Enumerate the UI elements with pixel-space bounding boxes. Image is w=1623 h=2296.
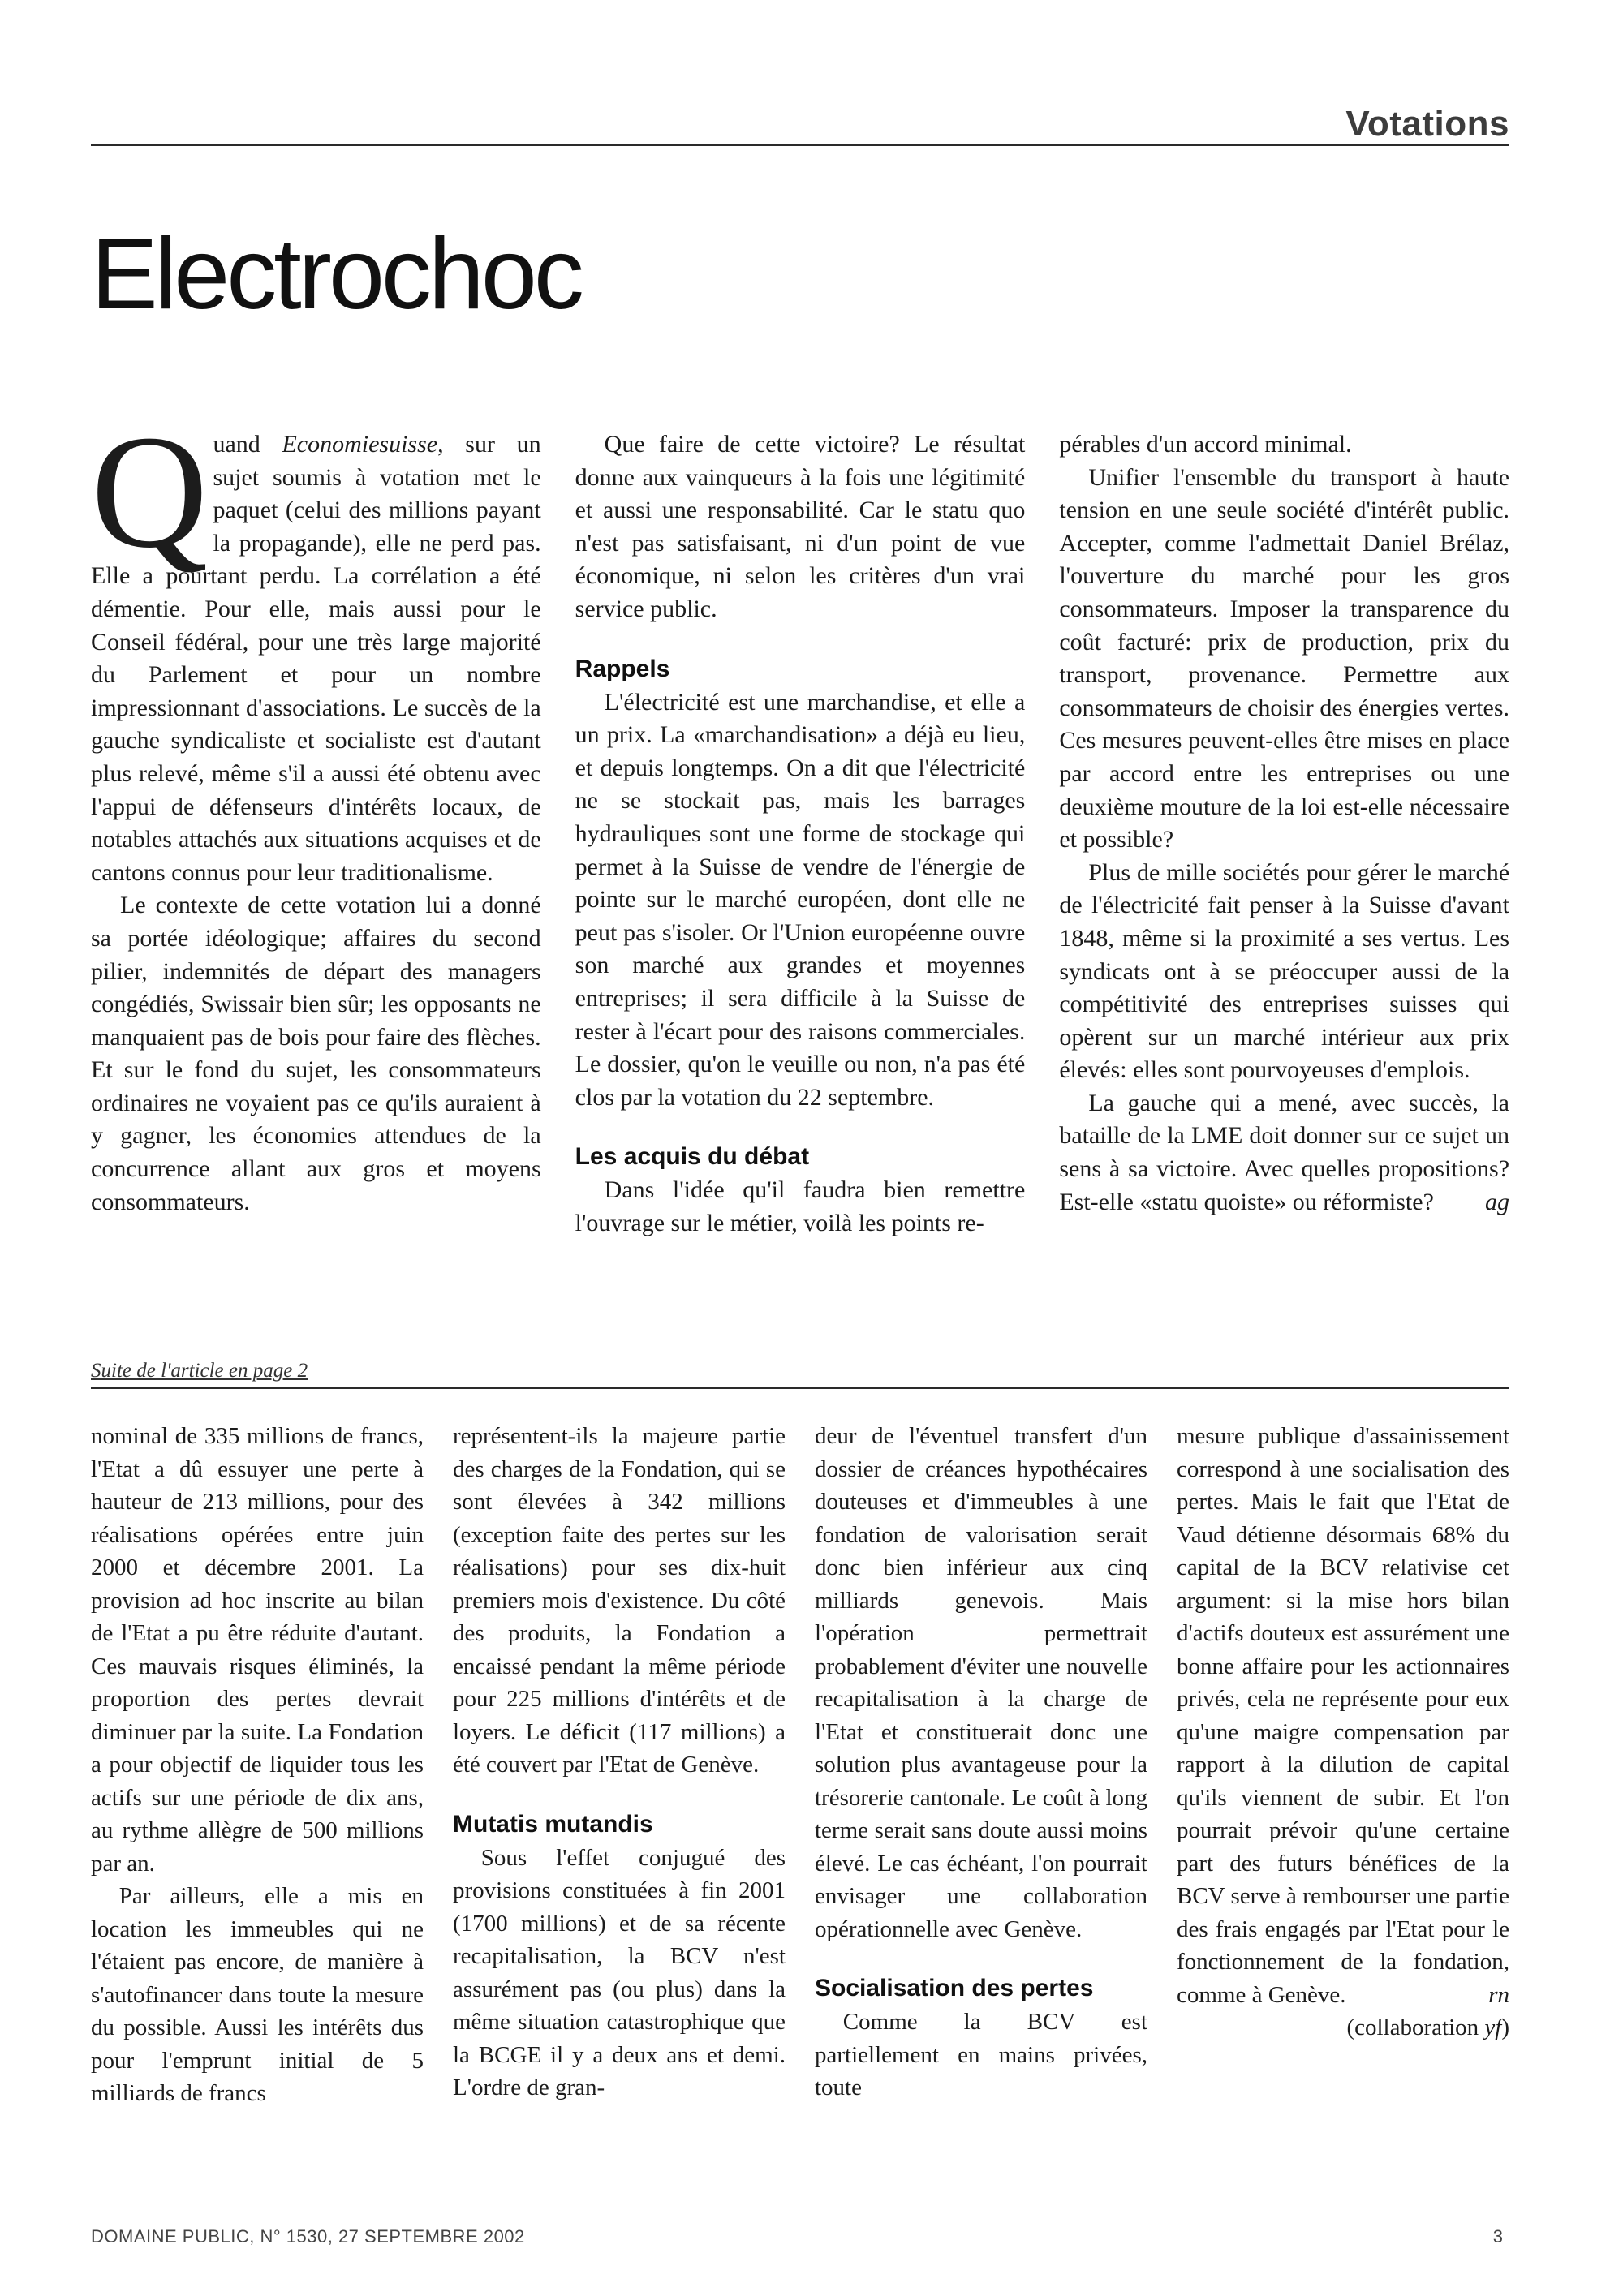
continuation-column-3 xyxy=(815,1420,1147,2110)
paragraph xyxy=(1177,1420,1509,2011)
paragraph: Sous l'effet conjugué des provisions constituées à fin 2001 (1700 millions) et de sa récente recapitalisation, la BCV n'est assurément pas (ou plus) dans la même situation catastrophique que la BCGE il y a deux ans et demi. L'ordre de gran- xyxy=(453,1844,786,2100)
paragraph: pérables d'un accord minimal. xyxy=(1059,431,1352,458)
continuation-column-2 xyxy=(453,1420,786,2110)
section-label: Votations xyxy=(1345,104,1509,144)
section-rule xyxy=(91,1387,1509,1389)
paragraph xyxy=(1059,1087,1509,1219)
text: (collaboration xyxy=(1346,2014,1485,2040)
article-columns xyxy=(91,402,1510,1240)
paragraph: Le contexte de cette votation lui a donné sa portée idéologique; affaires du second pilier, indemnités de départ des managers congédiés, Swissair bien sûr; les opposants ne manquaient pas de bois pour faire des flèches. Et sur le fond du sujet, les consommateurs ordinaires ne voyaient pas ce qu'ils auraient à y gagner, les économies attendues de la concurrence allant aux gros et moyens consommateurs. xyxy=(91,892,541,1215)
footer-publication: DOMAINE PUBLIC, N° 1530, 27 SEPTEMBRE 2002 xyxy=(91,2226,525,2247)
text: , sur un sujet soumis à votation met le paquet (celui des millions payant la propagande), elle ne perd pas. Elle a pourtant perdu. La corrélation a été démentie. Pour elle, mais aussi pour le Conseil fédéral, pour une très large majorité du Parlement et pour un nombre impressionnant d'associations. Le succès de la gauche syndicaliste et socialiste est d'autant plus relevé, même s'il a aussi été obtenu avec l'appui de défenseurs d'intérêts locaux, de notables attachés aux situations acquises et de cantons connus pour leur traditionalisme. xyxy=(91,431,541,886)
paragraph: Comme la BCV est partiellement en mains privées, toute xyxy=(815,2009,1147,2100)
text: La gauche qui a mené, avec succès, la bataille de la LME doit donner sur ce sujet un sens à sa victoire. Avec quelles propositions? Est-elle «statu quoiste» ou réformiste? xyxy=(1059,1089,1510,1215)
header-rule xyxy=(91,144,1509,146)
paragraph xyxy=(91,402,541,889)
continuation-column-1 xyxy=(91,1420,424,2110)
subheading-rappels: Rappels xyxy=(575,655,670,682)
paragraph: nominal de 335 millions de francs, l'Etat a dû essuyer une perte à hauteur de 213 millions, pour des réalisations opérées entre juin 2000 et décembre 2001. La provision ad hoc inscrite au bilan de l'Etat a pu être réduite d'autant. Ces mauvais risques éliminés, la proportion des pertes devrait diminuer par la suite. La Fondation a pour objectif de liquider tous les actifs sur une période de dix ans, au rythme allègre de 500 millions par an. xyxy=(91,1423,424,1877)
text: ) xyxy=(1501,2014,1509,2040)
paragraph: Par ailleurs, elle a mis en location les immeubles qui ne l'étaient pas encore, de manière à s'autofinancer dans toute la mesure du possible. Aussi les intérêts dus pour l'emprunt initial de 5 milliards de francs xyxy=(91,1883,424,2106)
text: mesure publique d'assainissement correspond à une socialisation des pertes. Mais le fait que l'Etat de Vaud détienne désormais 68% du capital de la BCV relativise cet argument: si la mise hors bilan d'actifs douteux est assurément une bonne affaire pour les actionnaires privés, cela ne représente pour eux qu'une maigre compensation par rapport à la dilution de capital qu'ils viennent de subir. Et l'on pourrait prévoir qu'une certaine part des futurs bénéfices de la BCV serve à rembourser une partie des frais engagés par l'Etat pour le fonctionnement de la fondation, comme à Genève. xyxy=(1177,1423,1509,2008)
page-number: 3 xyxy=(1492,2226,1503,2247)
organization-name: Economiesuisse xyxy=(282,431,438,458)
paragraph: Dans l'idée qu'il faudra bien remettre l'ouvrage sur le métier, voilà les points re- xyxy=(575,1176,1026,1236)
paragraph: représentent-ils la majeure partie des charges de la Fondation, qui se sont élevées à 342 millions (exception faite des pertes sur les réalisations) pour ses dix-huit premiers mois d'existence. Du côté des produits, la Fondation a encaissé pendant la même période pour 225 millions d'intérêts et de loyers. Le déficit (117 millions) a été couvert par l'Etat de Genève. xyxy=(453,1423,786,1778)
collaboration-credit xyxy=(1177,2011,1509,2044)
article-column-2 xyxy=(575,428,1026,1240)
article-column-3 xyxy=(1059,428,1509,1240)
paragraph: Plus de mille sociétés pour gérer le marché de l'électricité fait penser à la Suisse d'avant 1848, même si la proximité a ses vertus. Les syndicats ont à se préoccuper aussi de la compétitivité des entreprises suisses qui opèrent sur un marché intérieur aux prix élevés: elles sont pourvoyeuses d'emplois. xyxy=(1059,858,1510,1084)
continuation-columns xyxy=(91,1420,1509,2110)
paragraph: L'électricité est une marchandise, et elle a un prix. La «marchandisation» a déjà eu lieu, et depuis longtemps. On a dit que l'électricité ne se stockait pas, mais les barrages hydrauliques sont une forme de stockage qui permet à la Suisse de vendre de l'énergie de pointe sur le marché européen, dont elle ne peut pas s'isoler. Or l'Union européenne ouvre son marché aux grandes et moyennes entreprises; il sera difficile à la Suisse de rester à l'écart pour des raisons commerciales. Le dossier, qu'on le veuille ou non, n'a pas été clos par la votation du 22 septembre. xyxy=(575,688,1026,1111)
subheading-socialisation: Socialisation des pertes xyxy=(815,1975,1094,2001)
paragraph: deur de l'éventuel transfert d'un dossier de créances hypothécaires douteuses et d'immeubles à une fondation de valorisation serait donc bien inférieur aux cinq milliards genevois. Mais l'opération permettrait probablement d'éviter une nouvelle recapitalisation à la charge de l'Etat et constituerait donc une solution plus avantageuse pour la trésorerie cantonale. Le coût à long terme serait sans doute aussi moins élevé. Le cas échéant, l'on pourrait envisager une collaboration opérationnelle avec Genève. xyxy=(815,1423,1147,1942)
author-signature: ag xyxy=(1485,1188,1510,1215)
article-column-1 xyxy=(91,402,541,1240)
article-title: Electrochoc xyxy=(91,218,581,330)
subheading-mutatis: Mutatis mutandis xyxy=(453,1810,653,1838)
text: uand xyxy=(213,431,282,458)
collaborator-signature: yf xyxy=(1484,2014,1502,2040)
paragraph: Que faire de cette victoire? Le résultat donne aux vainqueurs à la fois une légitimité et aussi une responsabilité. Car le statu quo n'est pas satisfaisant, ni d'un point de vue économique, ni selon les critères d'un vrai service public. xyxy=(575,431,1026,622)
continued-note: Suite de l'article en page 2 xyxy=(91,1360,308,1382)
drop-cap: Q xyxy=(91,402,209,582)
author-signature: rn xyxy=(1488,1981,1509,2008)
subheading-acquis: Les acquis du débat xyxy=(575,1143,810,1171)
continuation-column-4 xyxy=(1177,1420,1509,2110)
paragraph: Unifier l'ensemble du transport à haute tension en une seule société d'intérêt public. Accepter, comme l'admettait Daniel Brélaz, l'ouverture du marché pour les gros consommateurs. Imposer la transparence du coût facturé: prix de production, prix du transport, provenance. Permettre aux consommateurs de choisir des énergies vertes. Ces mesures peuvent-elles être mises en place par accord entre les entreprises ou une deuxième mouture de la loi est-elle nécessaire et possible? xyxy=(1059,463,1510,853)
